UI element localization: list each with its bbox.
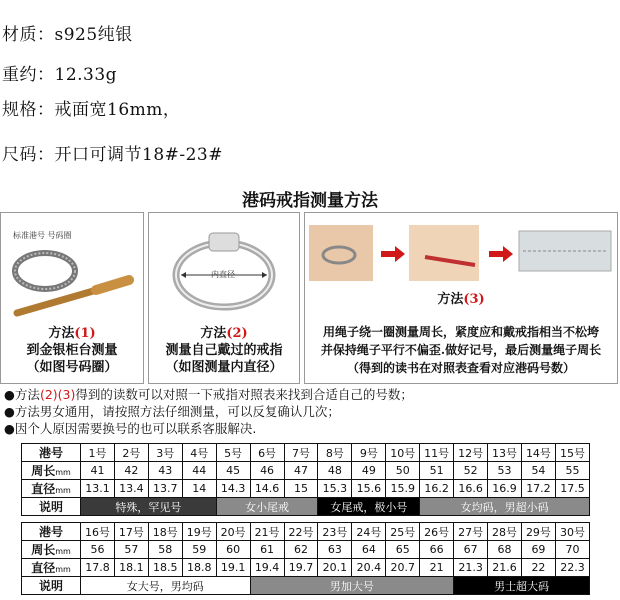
table-cell: 16.2 [420, 480, 454, 498]
table-cell: 18.5 [148, 559, 182, 577]
table-cell: 44 [182, 462, 216, 480]
table-cell: 68 [488, 541, 522, 559]
method-2-num: (2) [226, 326, 248, 341]
table-cell: 20.7 [386, 559, 420, 577]
method-3-line3: （得到的读书在对照表查看对应港码号数） [346, 361, 575, 375]
method-3-title [305, 291, 617, 308]
table-cell: 60 [216, 541, 250, 559]
size-table-1 [21, 443, 590, 516]
table-cell: 5号 [216, 444, 250, 462]
table-cell: 52 [454, 462, 488, 480]
table-cell: 18号 [148, 523, 182, 541]
spec-label: 尺码： [2, 145, 55, 165]
table-cell: 61 [250, 541, 284, 559]
table-cell: 13号 [488, 444, 522, 462]
table-cell: 7号 [284, 444, 318, 462]
method-3-line1: 用绳子绕一圈测量周长，紧度应和戴戒指相当不松垮 [322, 325, 599, 339]
table-cell: 2号 [114, 444, 148, 462]
table-cell: 20.4 [352, 559, 386, 577]
table-cell: 64 [352, 541, 386, 559]
note-text: 方法男女通用，请按照方法仔细测量，可以反复确认几次； [14, 404, 340, 419]
method-1-line1: 到金银柜台测量 [26, 343, 118, 358]
method-3-text [305, 323, 617, 377]
note-text: 方法 [14, 387, 40, 402]
desc-cell: 女尾戒，极小号 [318, 498, 420, 516]
spec-ring-size [2, 140, 223, 165]
table-cell: 12号 [454, 444, 488, 462]
table-cell: 66 [420, 541, 454, 559]
table-row [22, 498, 590, 516]
desc-cell: 男士超大码 [454, 577, 590, 595]
table-cell: 15号 [555, 444, 589, 462]
table-cell: 20号 [216, 523, 250, 541]
table-cell: 16号 [81, 523, 115, 541]
table-row [22, 559, 590, 577]
table-cell: 21 [420, 559, 454, 577]
ring-sizer-icon [1, 241, 143, 321]
table-cell: 30号 [555, 523, 589, 541]
table-cell: 19.1 [216, 559, 250, 577]
spec-label: 材质： [2, 25, 55, 45]
table-cell: 26号 [420, 523, 454, 541]
table-cell: 63 [318, 541, 352, 559]
table-cell: 15.3 [318, 480, 352, 498]
method-3-line2: 并保持绳子平行不偏歪.做好记号，最后测量绳子周长 [320, 343, 602, 357]
desc-cell: 女小尾戒 [216, 498, 318, 516]
table-cell: 47 [284, 462, 318, 480]
spec-value: 开口可调节18#-23# [54, 145, 223, 165]
method-1-num: (1) [74, 326, 96, 341]
table-cell: 15 [284, 480, 318, 498]
method-2-panel [148, 212, 300, 384]
table-cell: 19.7 [284, 559, 318, 577]
table-cell: 11号 [420, 444, 454, 462]
method-1-name: 方法 [48, 326, 75, 341]
table-cell: 43 [148, 462, 182, 480]
table-cell: 28号 [488, 523, 522, 541]
header-cell: 港号 [22, 523, 81, 541]
header-cell: 说明 [22, 577, 81, 595]
table-cell: 13.4 [114, 480, 148, 498]
table-cell: 16.9 [488, 480, 522, 498]
spec-size [2, 95, 180, 120]
table-cell: 1号 [81, 444, 115, 462]
table-cell: 45 [216, 462, 250, 480]
table-cell: 20.1 [318, 559, 352, 577]
method-2-line2: （如图测量内直径） [165, 360, 283, 375]
table-cell: 70 [555, 541, 589, 559]
method-3-num: (3) [463, 292, 485, 307]
method-1-panel [0, 212, 144, 384]
table-cell: 6号 [250, 444, 284, 462]
table-cell: 19号 [182, 523, 216, 541]
size-table-2 [21, 522, 590, 595]
table-cell: 67 [454, 541, 488, 559]
spec-label: 规格： [2, 100, 55, 120]
table-cell: 69 [521, 541, 555, 559]
table-row [22, 577, 590, 595]
desc-cell: 男加大号 [250, 577, 454, 595]
method-3-panel [304, 212, 618, 384]
table-row [22, 523, 590, 541]
table-row [22, 444, 590, 462]
spec-material [2, 20, 133, 45]
table-cell: 15.6 [352, 480, 386, 498]
table-cell: 54 [521, 462, 555, 480]
table-row [22, 480, 590, 498]
table-cell: 4号 [182, 444, 216, 462]
table-cell: 13.1 [81, 480, 115, 498]
desc-cell: 女大号，男均码 [81, 577, 251, 595]
table-cell: 13.7 [148, 480, 182, 498]
table-row [22, 462, 590, 480]
table-cell: 55 [555, 462, 589, 480]
table-cell: 50 [386, 462, 420, 480]
spec-label: 重约： [2, 65, 55, 85]
note-item: ●方法(2)(3)得到的读数可以对照一下戒指对照表来找到合适自己的号数； [4, 387, 413, 402]
table-cell: 25号 [386, 523, 420, 541]
table-cell: 51 [420, 462, 454, 480]
table-cell: 41 [81, 462, 115, 480]
method-2-line1: 测量自己戴过的戒指 [165, 343, 283, 358]
table-cell: 18.1 [114, 559, 148, 577]
table-cell: 14号 [521, 444, 555, 462]
method-3-name: 方法 [437, 292, 464, 307]
header-cell: 港号 [22, 444, 81, 462]
string-measure-illustration [305, 221, 617, 291]
table-cell: 58 [148, 541, 182, 559]
table-cell: 56 [81, 541, 115, 559]
table-cell: 17号 [114, 523, 148, 541]
table-cell: 19.4 [250, 559, 284, 577]
table-cell: 21号 [250, 523, 284, 541]
note-text: 因个人原因需要换号的也可以联系客服解决. [14, 421, 257, 436]
method-1-text [1, 325, 143, 376]
table-cell: 17.8 [81, 559, 115, 577]
spec-value: 戒面宽16mm， [54, 100, 181, 120]
table-cell: 21.3 [454, 559, 488, 577]
header-cell: 说明 [22, 498, 81, 516]
table-cell: 17.5 [555, 480, 589, 498]
header-cell: 直径mm [22, 559, 81, 577]
header-cell: 直径mm [22, 480, 81, 498]
note-item: ●方法男女通用，请按照方法仔细测量，可以反复确认几次； [4, 404, 340, 419]
table-cell: 27号 [454, 523, 488, 541]
table-cell: 23号 [318, 523, 352, 541]
spec-value: 12.33g [54, 65, 118, 85]
table-cell: 57 [114, 541, 148, 559]
table-cell: 62 [284, 541, 318, 559]
note-text: 得到的读数可以对照一下戒指对照表来找到合适自己的号数； [75, 387, 413, 402]
table-cell: 15.9 [386, 480, 420, 498]
table-cell: 16.6 [454, 480, 488, 498]
table-cell: 22 [521, 559, 555, 577]
ring-icon [149, 217, 299, 317]
spec-value: s925纯银 [54, 25, 133, 45]
table-cell: 29号 [521, 523, 555, 541]
header-cell: 周长mm [22, 541, 81, 559]
desc-cell: 特殊，罕见号 [81, 498, 217, 516]
table-cell: 22.3 [555, 559, 589, 577]
table-cell: 14 [182, 480, 216, 498]
table-cell: 18.8 [182, 559, 216, 577]
table-cell: 14.3 [216, 480, 250, 498]
table-cell: 22号 [284, 523, 318, 541]
method-1-tag: 标准港号 号码圈 [13, 231, 72, 240]
note-text: (2)(3) [39, 387, 76, 402]
header-cell: 周长mm [22, 462, 81, 480]
table-cell: 46 [250, 462, 284, 480]
table-cell: 10号 [386, 444, 420, 462]
table-cell: 21.6 [488, 559, 522, 577]
table-cell: 14.6 [250, 480, 284, 498]
table-cell: 17.2 [521, 480, 555, 498]
table-cell: 49 [352, 462, 386, 480]
table-cell: 24号 [352, 523, 386, 541]
table-cell: 9号 [352, 444, 386, 462]
method-2-name: 方法 [200, 326, 227, 341]
notes-list [4, 386, 413, 437]
table-cell: 42 [114, 462, 148, 480]
table-cell: 48 [318, 462, 352, 480]
method-1-line2: （如图号码圈） [26, 360, 118, 375]
table-cell: 53 [488, 462, 522, 480]
spec-weight [2, 60, 117, 85]
table-cell: 59 [182, 541, 216, 559]
note-item: ●因个人原因需要换号的也可以联系客服解决. [4, 421, 257, 436]
table-cell: 65 [386, 541, 420, 559]
table-cell: 3号 [148, 444, 182, 462]
section-title: 港码戒指测量方法 [242, 191, 378, 211]
inner-diameter-label: 内直径 [211, 270, 235, 279]
desc-cell: 女均码，男超小码 [420, 498, 590, 516]
method-2-text [149, 325, 299, 376]
table-row [22, 541, 590, 559]
table-cell: 8号 [318, 444, 352, 462]
